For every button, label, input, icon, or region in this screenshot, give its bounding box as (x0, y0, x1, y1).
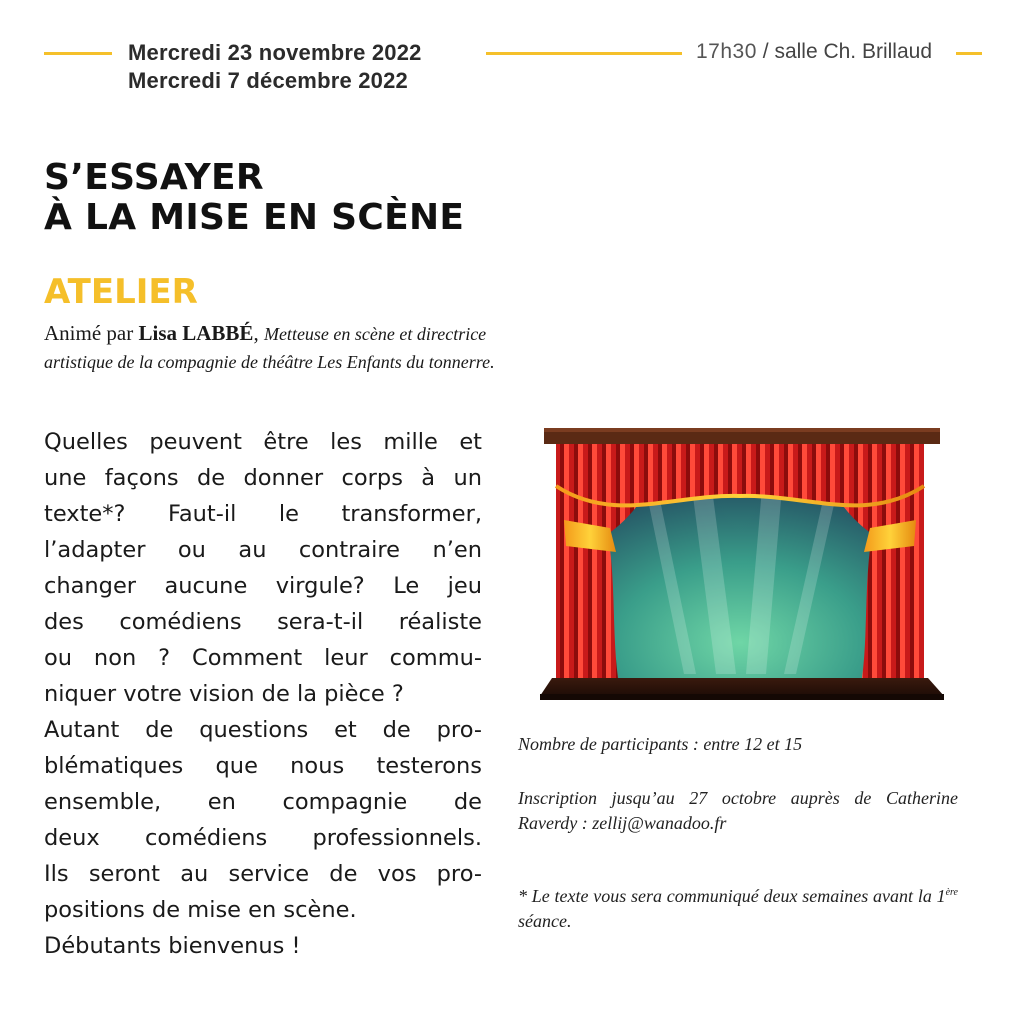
separator: / (762, 40, 769, 63)
description-line: une façons de donner corps à un (44, 465, 482, 491)
theater-stage-icon (536, 424, 948, 702)
description-line: ensemble, en compagnie de (44, 789, 482, 815)
description-line: Débutants bienvenus ! (44, 933, 301, 959)
description-line: changer aucune virgule? Le jeu (44, 573, 482, 599)
host-name: Lisa LABBÉ (138, 321, 254, 345)
description-line: texte*? Faut-il le transformer, (44, 501, 482, 527)
event-time: 17h30 (696, 40, 757, 63)
host-role-2: artistique de la compagnie de théâtre Les Enfants du tonnerre. (44, 352, 495, 372)
page-title (44, 158, 464, 238)
footnote-end: séance. (518, 911, 572, 931)
description-line: des comédiens sera-t-il réaliste (44, 609, 482, 635)
footnote-text: * Le texte vous sera communiqué deux semaines avant la 1 (518, 886, 946, 906)
header-rule-middle (486, 52, 682, 55)
description-line: Quelles peuvent être les mille et (44, 429, 482, 455)
category-label: ATELIER (44, 272, 198, 312)
participants-info: Nombre de participants : entre 12 et 15 (518, 734, 803, 754)
header-rule-left (44, 52, 112, 55)
description-line: ou non ? Comment leur commu- (44, 645, 482, 671)
description-line: Ils seront au service de vos pro- (44, 861, 482, 887)
event-date-1: Mercredi 23 novembre 2022 (128, 40, 422, 65)
description-line: niquer votre vision de la pièce ? (44, 681, 404, 707)
registration-info: Inscription jusqu’au 27 octobre auprès de Catherine Raverdy : zellij@wanadoo.fr (518, 788, 958, 833)
event-place: salle Ch. Brillaud (774, 40, 933, 63)
host-prefix: Animé par (44, 321, 134, 345)
host-info (44, 320, 684, 376)
host-role-1: Metteuse en scène et directrice (263, 324, 487, 344)
time-place (696, 40, 932, 64)
title-line-2: À LA MISE EN SCÈNE (44, 197, 465, 238)
description (44, 424, 482, 964)
event-date-2: Mercredi 7 décembre 2022 (128, 68, 408, 93)
description-line: Autant de questions et de pro- (44, 717, 482, 743)
description-line: blématiques que nous testerons (44, 753, 482, 779)
description-line: positions de mise en scène. (44, 897, 357, 923)
footnote (518, 884, 958, 934)
host-comma: , (253, 321, 259, 345)
title-line-1: S’ESSAYER (44, 157, 264, 198)
description-line: l’adapter ou au contraire n’en (44, 537, 482, 563)
footnote-superscript: ère (945, 887, 958, 898)
description-line: deux comédiens professionnels. (44, 825, 482, 851)
header-rule-right (956, 52, 982, 55)
